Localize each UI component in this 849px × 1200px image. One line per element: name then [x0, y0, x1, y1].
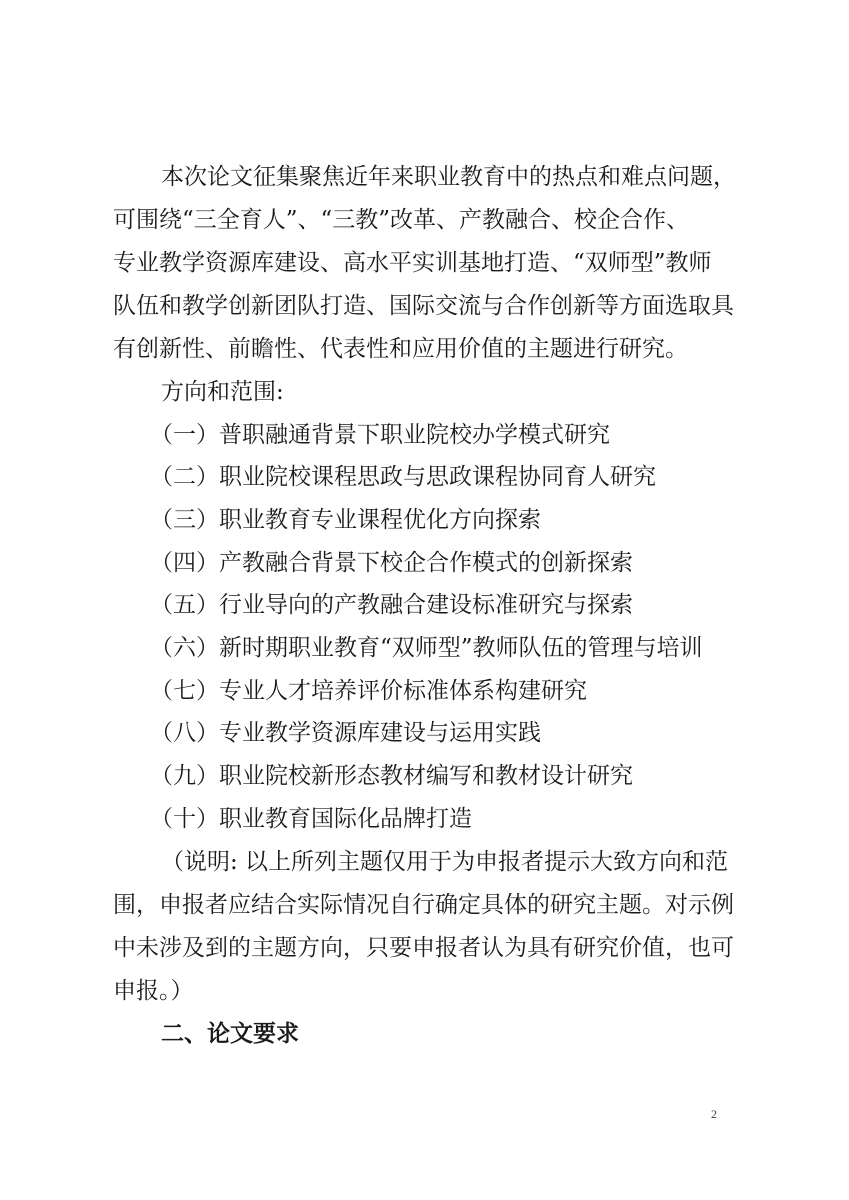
topic-item-6: （六）新时期职业教育“双师型”教师队伍的管理与培训	[150, 635, 703, 661]
topic-item-7: （七）专业人才培养评价标准体系构建研究	[150, 678, 587, 704]
topic-item-10: （十）职业教育国际化品牌打造	[150, 806, 472, 832]
topic-item-5: （五）行业导向的产教融合建设标准研究与探索	[150, 592, 633, 618]
topic-item-3: （三）职业教育专业课程优化方向探索	[150, 507, 541, 533]
intro-line-1: 本次论文征集聚焦近年来职业教育中的热点和难点问题，	[161, 164, 736, 190]
intro-line-4: 队伍和教学创新团队打造、国际交流与合作创新等方面选取具	[113, 293, 734, 319]
note-line-1: （说明: 以上所列主题仅用于为申报者提示大致方向和范	[161, 849, 729, 875]
intro-line-2: 可围绕“三全育人”、“三教”改革、产教融合、校企合作、	[113, 207, 690, 233]
intro-line-5: 有创新性、前瞻性、代表性和应用价值的主题进行研究。	[113, 336, 688, 362]
topic-item-9: （九）职业院校新形态教材编写和教材设计研究	[150, 763, 633, 789]
section-heading: 二、论文要求	[161, 1021, 299, 1047]
scope-label: 方向和范围:	[161, 379, 284, 405]
intro-line-3: 专业教学资源库建设、高水平实训基地打造、“双师型”教师	[113, 250, 712, 276]
page-number: 2	[711, 1107, 717, 1121]
topic-item-2: （二）职业院校课程思政与思政课程协同育人研究	[150, 464, 656, 490]
topic-item-8: （八）专业教学资源库建设与运用实践	[150, 720, 541, 746]
topic-item-4: （四）产教融合背景下校企合作模式的创新探索	[150, 550, 633, 576]
note-line-2: 围，申报者应结合实际情况自行确定具体的研究主题。对示例	[113, 892, 734, 918]
note-line-3: 中未涉及到的主题方向，只要申报者认为具有研究价值，也可	[113, 935, 734, 961]
note-line-4: 申报。）	[113, 978, 194, 1004]
topic-item-1: （一）普职融通背景下职业院校办学模式研究	[150, 422, 610, 448]
